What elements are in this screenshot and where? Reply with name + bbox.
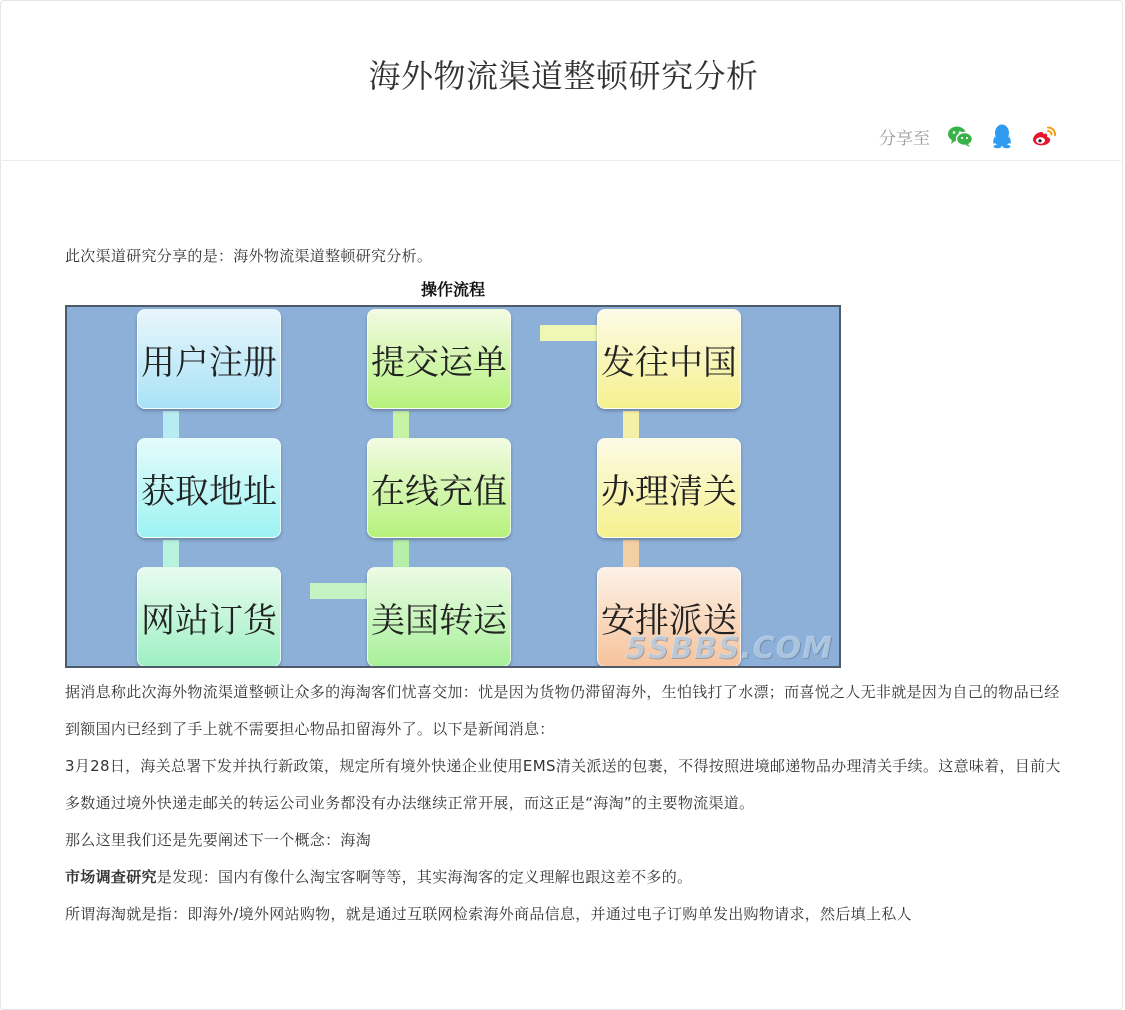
paragraph: 据消息称此次海外物流渠道整顿让众多的海淘客们忧喜交加：忧是因为货物仍滞留海外，生怕钱打了水漂；而喜悦之人无非就是因为自己的物品已经到额国内已经到了手上就不需要担心物品扣留海外了。以下是新闻消息：	[65, 683, 1060, 738]
flow-step-box: 用户注册	[137, 309, 281, 409]
flow-step-box: 办理清关	[597, 438, 741, 538]
intro-paragraph: 此次渠道研究分享的是：海外物流渠道整顿研究分析。	[65, 247, 433, 265]
connector	[163, 540, 179, 570]
flow-step-box: 发往中国	[597, 309, 741, 409]
connector	[163, 411, 179, 441]
wechat-icon[interactable]	[946, 122, 974, 150]
flow-diagram	[65, 305, 841, 668]
header-divider	[2, 160, 1121, 161]
connector	[310, 583, 368, 599]
image-watermark: 5SBBS.COM	[625, 631, 833, 666]
flow-step-box: 获取地址	[137, 438, 281, 538]
share-bar	[879, 122, 1058, 150]
paragraph: 那么这里我们还是先要阐述下一个概念：海淘	[65, 831, 372, 849]
article-title: 海外物流渠道整顿研究分析	[368, 57, 759, 95]
connector	[623, 411, 639, 441]
figure-title: 操作流程	[420, 280, 485, 299]
weibo-icon[interactable]	[1030, 122, 1058, 150]
connector	[393, 540, 409, 570]
paragraph: 所谓海淘就是指：即海外/境外网站购物，就是通过互联网检索海外商品信息，并通过电子订购单发出购物请求，然后填上私人	[65, 905, 912, 923]
flow-step-box: 网站订货	[137, 567, 281, 667]
connector	[393, 411, 409, 441]
flow-figure	[65, 277, 841, 668]
flow-step-box: 安排派送	[597, 567, 741, 667]
connector	[540, 325, 598, 341]
flow-step-box: 美国转运	[367, 567, 511, 667]
bold-term: 市场调查研究	[65, 868, 157, 886]
qq-icon[interactable]	[988, 122, 1016, 150]
paragraph: 3月28日，海关总署下发并执行新政策，规定所有境外快递企业使用EMS清关派送的包裹，不得按照进境邮递物品办理清关手续。这意味着，目前大多数通过境外快递走邮关的转运公司业务都没有办法继续正常开展，而这正是“海淘”的主要物流渠道。	[65, 757, 1061, 812]
paragraph-text: 是发现：国内有像什么淘宝客啊等等，其实海淘客的定义理解也跟这差不多的。	[156, 868, 693, 886]
flow-step-box: 在线充值	[367, 438, 511, 538]
paragraph	[65, 859, 1065, 896]
article-body	[65, 241, 1065, 933]
flow-step-box: 提交运单	[367, 309, 511, 409]
share-label: 分享至	[879, 128, 930, 149]
connector	[623, 540, 639, 570]
